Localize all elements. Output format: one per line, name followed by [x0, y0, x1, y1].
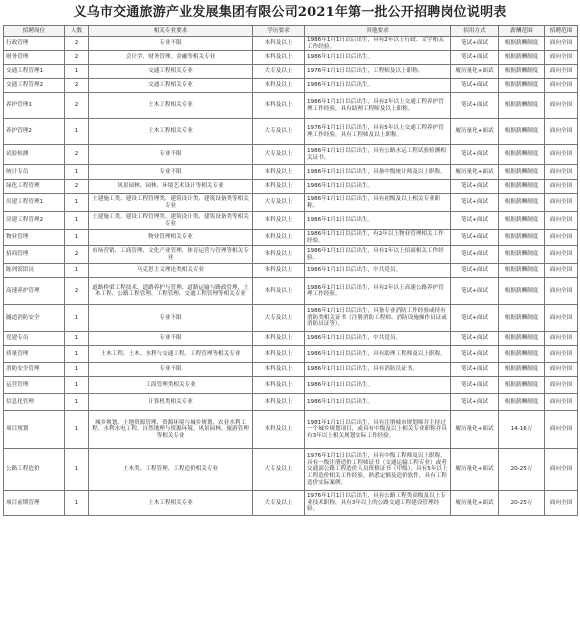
scope-cell: 面向全国	[545, 180, 578, 194]
salary-cell: 根据薪酬制度	[499, 79, 545, 93]
scope-cell: 面向全国	[545, 394, 578, 411]
other-requirements-cell: 1986年1月1日以后出生。	[305, 377, 451, 394]
scope-cell: 面向全国	[545, 194, 578, 212]
method-cell: 笔试+面试	[451, 79, 499, 93]
count-cell: 2	[65, 246, 89, 264]
major-cell: 专业不限	[89, 165, 253, 180]
other-requirements-cell: 1986年1月1日以后出生，具有2年以上行政、文字相关工作经验。	[305, 37, 451, 51]
position-cell: 信息化管理	[4, 394, 65, 411]
table-row	[4, 212, 578, 230]
position-cell: 财务管理	[4, 51, 65, 65]
method-cell: 笔试+面试	[451, 230, 499, 246]
table-row	[4, 278, 578, 305]
count-cell: 1	[65, 332, 89, 346]
other-requirements-cell: 1976年1月1日以后出生，具有公路工程类高级及以上专业技术职称，具有3年以上的公路交通工程建设管理经验。	[305, 491, 451, 516]
education-cell: 本科及以上	[253, 346, 305, 363]
position-cell: 质量管理	[4, 346, 65, 363]
scope-cell: 面向全国	[545, 346, 578, 363]
major-cell: 风景园林、园林、环境艺术设计等相关专业	[89, 180, 253, 194]
count-cell: 1	[65, 264, 89, 278]
header-major: 相关专业要求	[89, 26, 253, 37]
major-cell: 计算机类相关专业	[89, 394, 253, 411]
education-cell: 大专及以上	[253, 119, 305, 145]
method-cell: 笔试+面试	[451, 332, 499, 346]
scope-cell: 面向全国	[545, 377, 578, 394]
other-requirements-cell: 1976年1月1日以后出生，具有中级工程师及以上职称，具有一级注册造价工程师证书（交通运输工程专业）或者交通部公路工程造价人员资格证书（甲级），具有5年以上工程造价相关工作经验，熟悉定额及造价软件，具有工程造价实际案例。	[305, 449, 451, 491]
header-education: 学历要求	[253, 26, 305, 37]
education-cell: 本科及以上	[253, 246, 305, 264]
major-cell: 会计学、财务管理、金融等相关专业	[89, 51, 253, 65]
scope-cell: 面向全国	[545, 37, 578, 51]
salary-cell: 根据薪酬制度	[499, 165, 545, 180]
position-cell: 绿化工程管理	[4, 180, 65, 194]
method-cell: 笔试+面试	[451, 194, 499, 212]
position-cell: 项目前期管理	[4, 491, 65, 516]
table-row	[4, 79, 578, 93]
count-cell: 1	[65, 119, 89, 145]
position-cell: 养护管理1	[4, 93, 65, 119]
method-cell: 笔试+面试	[451, 93, 499, 119]
education-cell: 本科及以上	[253, 79, 305, 93]
table-row	[4, 51, 578, 65]
method-cell: 笔试+面试	[451, 264, 499, 278]
scope-cell: 面向全国	[545, 449, 578, 491]
other-requirements-cell: 1986年1月1日以后出生，具有2年以上交通工程养护管理工作经验，具有助理工程师及以上职称。	[305, 93, 451, 119]
table-row	[4, 65, 578, 79]
count-cell: 1	[65, 212, 89, 230]
method-cell: 笔试+面试	[451, 51, 499, 65]
salary-cell: 根据薪酬制度	[499, 65, 545, 79]
scope-cell: 面向全国	[545, 246, 578, 264]
header-method: 招用方式	[451, 26, 499, 37]
major-cell: 土木工程相关专业	[89, 93, 253, 119]
count-cell: 1	[65, 491, 89, 516]
other-requirements-cell: 1986年1月1日以后出生，中共党员。	[305, 264, 451, 278]
scope-cell: 面向全国	[545, 305, 578, 332]
education-cell: 大专及以上	[253, 305, 305, 332]
job-table	[3, 25, 578, 516]
table-row	[4, 305, 578, 332]
education-cell: 本科及以上	[253, 278, 305, 305]
salary-cell: 根据薪酬制度	[499, 278, 545, 305]
scope-cell: 面向全国	[545, 119, 578, 145]
method-cell: 笔试+面试	[451, 212, 499, 230]
salary-cell: 根据薪酬制度	[499, 194, 545, 212]
salary-cell: 根据薪酬制度	[499, 51, 545, 65]
education-cell: 本科及以上	[253, 230, 305, 246]
salary-cell: 根据薪酬制度	[499, 145, 545, 165]
major-cell: 交通工程相关专业	[89, 65, 253, 79]
table-row	[4, 93, 578, 119]
salary-cell: 根据薪酬制度	[499, 346, 545, 363]
major-cell: 土木工程相关专业	[89, 119, 253, 145]
other-requirements-cell: 1986年1月1日以后出生，具有2年以上高速公路养护管理工作经验。	[305, 278, 451, 305]
education-cell: 大专及以上	[253, 145, 305, 165]
count-cell: 2	[65, 37, 89, 51]
header-other: 其他要求	[305, 26, 451, 37]
scope-cell: 面向全国	[545, 332, 578, 346]
position-cell: 招商管理	[4, 246, 65, 264]
count-cell: 2	[65, 79, 89, 93]
salary-cell: 根据薪酬制度	[499, 394, 545, 411]
education-cell: 本科及以上	[253, 411, 305, 449]
scope-cell: 面向全国	[545, 278, 578, 305]
method-cell: 履历量化+面试	[451, 491, 499, 516]
salary-cell: 20-25万	[499, 491, 545, 516]
position-cell: 公路工程造价	[4, 449, 65, 491]
major-cell: 专业不限	[89, 37, 253, 51]
major-cell: 土建施工类、建设工程管理类、建筑设计类、建筑设备类等相关专业	[89, 212, 253, 230]
method-cell: 履历量化+面试	[451, 411, 499, 449]
position-cell: 房建工程管理2	[4, 212, 65, 230]
education-cell: 本科及以上	[253, 394, 305, 411]
major-cell: 专业不限	[89, 305, 253, 332]
other-requirements-cell: 1986年1月1日以后出生。	[305, 51, 451, 65]
position-cell: 物业管理	[4, 230, 65, 246]
header-position: 招聘岗位	[4, 26, 65, 37]
position-cell: 运营管理	[4, 377, 65, 394]
major-cell: 道路桥梁工程技术、道路养护与管理、道路运输与路政管理、土木工程、公路工程管理、工程管理、交通工程管理等相关专业	[89, 278, 253, 305]
header-salary: 薪酬范围	[499, 26, 545, 37]
position-cell: 党建专员	[4, 332, 65, 346]
count-cell: 1	[65, 65, 89, 79]
position-cell: 交通工程管理2	[4, 79, 65, 93]
count-cell: 1	[65, 394, 89, 411]
education-cell: 本科及以上	[253, 363, 305, 377]
count-cell: 1	[65, 165, 89, 180]
count-cell: 2	[65, 145, 89, 165]
other-requirements-cell: 1986年1月1日以后出生，具备中级统计师及以上职称。	[305, 165, 451, 180]
method-cell: 笔试+面试	[451, 377, 499, 394]
count-cell: 2	[65, 93, 89, 119]
other-requirements-cell: 1986年1月1日以后出生，具备专业消防工作经验或持有消防类相关证书（注册消防工程师、消防设施操作员证或消防员证等）。	[305, 305, 451, 332]
position-cell: 消防安全管理	[4, 363, 65, 377]
education-cell: 本科及以上	[253, 264, 305, 278]
position-cell: 行政管理	[4, 37, 65, 51]
table-row	[4, 37, 578, 51]
count-cell: 1	[65, 346, 89, 363]
table-row	[4, 411, 578, 449]
header-count: 人数	[65, 26, 89, 37]
position-cell: 试验检测	[4, 145, 65, 165]
education-cell: 本科及以上	[253, 165, 305, 180]
education-cell: 本科及以上	[253, 180, 305, 194]
other-requirements-cell: 1986年1月1日以后出生，具有初级及以上相关专业职称。	[305, 194, 451, 212]
major-cell: 专业不限	[89, 145, 253, 165]
education-cell: 本科及以上	[253, 377, 305, 394]
count-cell: 1	[65, 449, 89, 491]
other-requirements-cell: 1986年1月1日以后出生，具有1年以上招商相关工作经验。	[305, 246, 451, 264]
other-requirements-cell: 1981年1月1日以后出生，具有注册城市规划师并主持过一个城乡规划项目，或具有中级及以上相关专业职称并具有3年以上相关规划实际工作经验。	[305, 411, 451, 449]
method-cell: 笔试+面试	[451, 180, 499, 194]
position-cell: 项目规划	[4, 411, 65, 449]
method-cell: 笔试+面试	[451, 37, 499, 51]
major-cell: 物业管理相关专业	[89, 230, 253, 246]
position-cell: 隧道消防安全	[4, 305, 65, 332]
method-cell: 笔试+面试	[451, 363, 499, 377]
other-requirements-cell: 1986年1月1日以后出生。	[305, 394, 451, 411]
major-cell: 土建施工类、建设工程管理类、建筑设计类、建筑设备类等相关专业	[89, 194, 253, 212]
other-requirements-cell: 1986年1月1日以后出生。	[305, 212, 451, 230]
scope-cell: 面向全国	[545, 79, 578, 93]
scope-cell: 面向全国	[545, 491, 578, 516]
count-cell: 1	[65, 377, 89, 394]
table-row	[4, 491, 578, 516]
count-cell: 2	[65, 180, 89, 194]
table-header-row	[4, 26, 578, 37]
table-row	[4, 394, 578, 411]
salary-cell: 根据薪酬制度	[499, 305, 545, 332]
other-requirements-cell: 1986年1月1日以后出生，具有助理工程师及以上职称。	[305, 346, 451, 363]
other-requirements-cell: 1986年1月1日以后出生。	[305, 180, 451, 194]
page-title: 义乌市交通旅游产业发展集团有限公司2021年第一批公开招聘岗位说明表	[73, 5, 507, 20]
table-row	[4, 449, 578, 491]
scope-cell: 面向全国	[545, 93, 578, 119]
scope-cell: 面向全国	[545, 363, 578, 377]
table-row	[4, 377, 578, 394]
count-cell: 1	[65, 194, 89, 212]
salary-cell: 根据薪酬制度	[499, 264, 545, 278]
method-cell: 履历量化+面试	[451, 165, 499, 180]
education-cell: 大专及以上	[253, 449, 305, 491]
count-cell: 1	[65, 363, 89, 377]
scope-cell: 面向全国	[545, 165, 578, 180]
salary-cell: 根据薪酬制度	[499, 230, 545, 246]
education-cell: 大专及以上	[253, 194, 305, 212]
salary-cell: 20-25万	[499, 449, 545, 491]
other-requirements-cell: 1986年1月1日以后出生，有2年以上物业管理相关工作经验。	[305, 230, 451, 246]
table-row	[4, 230, 578, 246]
major-cell: 专业不限	[89, 363, 253, 377]
table-body	[4, 37, 578, 516]
education-cell: 大专及以上	[253, 491, 305, 516]
count-cell: 2	[65, 51, 89, 65]
scope-cell: 面向全国	[545, 145, 578, 165]
position-cell: 房建工程管理1	[4, 194, 65, 212]
position-cell: 交通工程管理1	[4, 65, 65, 79]
method-cell: 履历量化+面试	[451, 65, 499, 79]
major-cell: 工商管理类相关专业	[89, 377, 253, 394]
method-cell: 笔试+面试	[451, 246, 499, 264]
count-cell: 1	[65, 305, 89, 332]
method-cell: 笔试+面试	[451, 305, 499, 332]
method-cell: 笔试+面试	[451, 346, 499, 363]
method-cell: 笔试+面试	[451, 278, 499, 305]
salary-cell: 根据薪酬制度	[499, 180, 545, 194]
table-row	[4, 264, 578, 278]
other-requirements-cell: 1976年1月1日以后出生，工程师及以上职称。	[305, 65, 451, 79]
major-cell: 土木类、工程管理、工程造价相关专业	[89, 449, 253, 491]
count-cell: 1	[65, 230, 89, 246]
salary-cell: 根据薪酬制度	[499, 119, 545, 145]
major-cell: 交通工程相关专业	[89, 79, 253, 93]
major-cell: 市场营销、工商管理、文化产业管理、体育运营与管理等相关专业	[89, 246, 253, 264]
scope-cell: 面向全国	[545, 212, 578, 230]
position-cell: 统计专员	[4, 165, 65, 180]
education-cell: 本科及以上	[253, 37, 305, 51]
major-cell: 专业不限	[89, 332, 253, 346]
table-row	[4, 194, 578, 212]
scope-cell: 面向全国	[545, 411, 578, 449]
method-cell: 履历量化+面试	[451, 119, 499, 145]
table-row	[4, 346, 578, 363]
scope-cell: 面向全国	[545, 264, 578, 278]
table-row	[4, 246, 578, 264]
header-scope: 招聘范围	[545, 26, 578, 37]
salary-cell: 根据薪酬制度	[499, 93, 545, 119]
position-cell: 陈列馆馆员	[4, 264, 65, 278]
method-cell: 笔试+面试	[451, 394, 499, 411]
education-cell: 本科及以上	[253, 332, 305, 346]
salary-cell: 14-16万	[499, 411, 545, 449]
position-cell: 养护管理2	[4, 119, 65, 145]
major-cell: 城乡规划、土地资源管理、资源环境与城乡规划、农业水利工程、水利水电工程、自然地理与资源环境、风景园林、旅游管理等相关专业	[89, 411, 253, 449]
table-row	[4, 145, 578, 165]
education-cell: 本科及以上	[253, 51, 305, 65]
scope-cell: 面向全国	[545, 65, 578, 79]
other-requirements-cell: 1986年1月1日以后出生。	[305, 79, 451, 93]
table-row	[4, 165, 578, 180]
major-cell: 土木工程、土木、水利与交通工程、工程管理等相关专业	[89, 346, 253, 363]
count-cell: 2	[65, 278, 89, 305]
education-cell: 大专及以上	[253, 65, 305, 79]
other-requirements-cell: 1986年1月1日以后出生，具有消防员证书。	[305, 363, 451, 377]
table-row	[4, 180, 578, 194]
major-cell: 土木工程相关专业	[89, 491, 253, 516]
other-requirements-cell: 1986年1月1日以后出生，中共党员。	[305, 332, 451, 346]
education-cell: 本科及以上	[253, 93, 305, 119]
major-cell: 马克思主义理论类相关专业	[89, 264, 253, 278]
scope-cell: 面向全国	[545, 230, 578, 246]
table-row	[4, 119, 578, 145]
salary-cell: 根据薪酬制度	[499, 363, 545, 377]
salary-cell: 根据薪酬制度	[499, 377, 545, 394]
salary-cell: 根据薪酬制度	[499, 37, 545, 51]
position-cell: 高速养护管理	[4, 278, 65, 305]
salary-cell: 根据薪酬制度	[499, 212, 545, 230]
other-requirements-cell: 1986年1月1日以后出生，具有公路水运工程试验检测相关证书。	[305, 145, 451, 165]
method-cell: 笔试+面试	[451, 145, 499, 165]
education-cell: 本科及以上	[253, 212, 305, 230]
other-requirements-cell: 1976年1月1日以后出生，具有5年以上交通工程养护管理工作经验，具有工程师及以上职称。	[305, 119, 451, 145]
count-cell: 1	[65, 411, 89, 449]
scope-cell: 面向全国	[545, 51, 578, 65]
salary-cell: 根据薪酬制度	[499, 246, 545, 264]
table-row	[4, 332, 578, 346]
salary-cell: 根据薪酬制度	[499, 332, 545, 346]
table-row	[4, 363, 578, 377]
method-cell: 履历量化+面试	[451, 449, 499, 491]
